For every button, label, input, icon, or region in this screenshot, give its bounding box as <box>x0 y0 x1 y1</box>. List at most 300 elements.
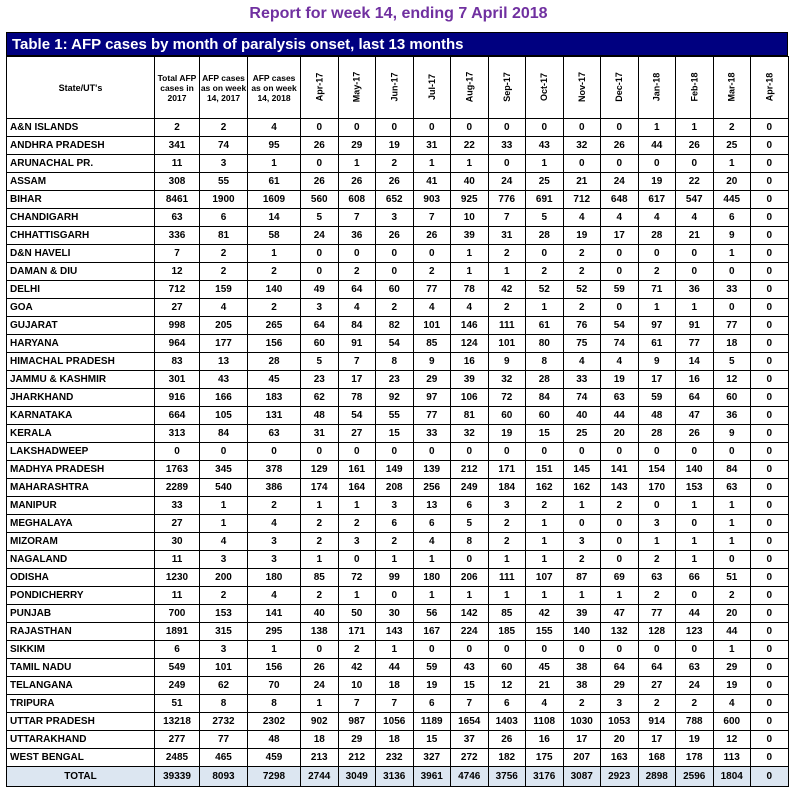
month-cell: 2 <box>713 587 751 605</box>
total-2017-cell: 1763 <box>155 461 200 479</box>
month-cell: 19 <box>601 371 639 389</box>
month-cell: 4 <box>338 299 376 317</box>
week-2018-cell: 131 <box>248 407 301 425</box>
month-cell: 36 <box>676 281 714 299</box>
month-cell: 776 <box>488 191 526 209</box>
table-row <box>7 299 789 317</box>
state-cell: ASSAM <box>7 173 155 191</box>
week-2017-cell: 3 <box>200 155 248 173</box>
month-cell: 207 <box>563 749 601 767</box>
month-cell: 44 <box>376 659 414 677</box>
month-cell: 26 <box>338 173 376 191</box>
week-2017-cell: 43 <box>200 371 248 389</box>
month-cell: 56 <box>413 605 451 623</box>
month-cell: 164 <box>338 479 376 497</box>
week-2018-cell: 2 <box>248 263 301 281</box>
state-cell: ANDHRA PRADESH <box>7 137 155 155</box>
month-cell: 64 <box>638 659 676 677</box>
week-2017-cell: 1900 <box>200 191 248 209</box>
week-2018-cell: 180 <box>248 569 301 587</box>
state-cell: KERALA <box>7 425 155 443</box>
month-cell: 106 <box>451 389 489 407</box>
state-cell: GUJARAT <box>7 317 155 335</box>
month-cell: 42 <box>338 659 376 677</box>
table-row <box>7 461 789 479</box>
month-cell: 0 <box>751 533 789 551</box>
month-cell: 30 <box>376 605 414 623</box>
month-cell: 3756 <box>488 767 526 787</box>
total-2017-cell: 0 <box>155 443 200 461</box>
month-cell: 4 <box>638 209 676 227</box>
month-cell: 0 <box>563 119 601 137</box>
month-cell: 76 <box>563 317 601 335</box>
month-cell: 2 <box>488 533 526 551</box>
month-cell: 6 <box>376 515 414 533</box>
month-cell: 0 <box>751 479 789 497</box>
month-cell: 0 <box>676 641 714 659</box>
week-2018-cell: 386 <box>248 479 301 497</box>
month-column-header <box>676 57 714 119</box>
month-cell: 0 <box>601 551 639 569</box>
week-2018-cell: 4 <box>248 119 301 137</box>
month-cell: 64 <box>676 389 714 407</box>
month-cell: 8 <box>451 533 489 551</box>
month-cell: 0 <box>526 641 564 659</box>
month-cell: 132 <box>601 623 639 641</box>
week-2017-cell: 74 <box>200 137 248 155</box>
month-cell: 72 <box>488 389 526 407</box>
week-2018-cell: 61 <box>248 173 301 191</box>
month-cell: 1 <box>376 551 414 569</box>
month-cell: 101 <box>413 317 451 335</box>
month-cell: 648 <box>601 191 639 209</box>
month-cell: 31 <box>301 425 339 443</box>
month-cell: 987 <box>338 713 376 731</box>
table-row <box>7 695 789 713</box>
week-2017-cell: 166 <box>200 389 248 407</box>
state-cell: CHANDIGARH <box>7 209 155 227</box>
month-cell: 6 <box>451 497 489 515</box>
month-column-header <box>601 57 639 119</box>
month-cell: 175 <box>526 749 564 767</box>
month-label: Dec-17 <box>614 72 625 102</box>
month-cell: 0 <box>751 353 789 371</box>
month-cell: 1 <box>526 533 564 551</box>
month-cell: 0 <box>751 191 789 209</box>
month-cell: 13 <box>413 497 451 515</box>
week-2017-cell: 2 <box>200 263 248 281</box>
week-2017-cell: 2 <box>200 245 248 263</box>
month-cell: 8 <box>526 353 564 371</box>
month-cell: 272 <box>451 749 489 767</box>
month-cell: 19 <box>638 173 676 191</box>
month-cell: 77 <box>713 317 751 335</box>
week-2017-cell: 105 <box>200 407 248 425</box>
total-2017-cell: 51 <box>155 695 200 713</box>
month-cell: 26 <box>413 227 451 245</box>
total-2017-cell: 712 <box>155 281 200 299</box>
month-cell: 7 <box>488 209 526 227</box>
month-cell: 1 <box>451 245 489 263</box>
month-cell: 0 <box>338 551 376 569</box>
month-cell: 77 <box>676 335 714 353</box>
month-cell: 42 <box>526 605 564 623</box>
month-cell: 31 <box>413 137 451 155</box>
month-cell: 84 <box>713 461 751 479</box>
month-cell: 6 <box>713 209 751 227</box>
state-cell: LAKSHADWEEP <box>7 443 155 461</box>
month-cell: 18 <box>376 677 414 695</box>
month-cell: 1 <box>376 641 414 659</box>
month-label: Apr-18 <box>764 72 775 102</box>
month-cell: 2 <box>638 587 676 605</box>
month-cell: 20 <box>713 173 751 191</box>
table-row <box>7 749 789 767</box>
week-2018-cell: 0 <box>248 443 301 461</box>
month-cell: 1403 <box>488 713 526 731</box>
table-row <box>7 479 789 497</box>
month-cell: 0 <box>713 299 751 317</box>
state-cell: UTTARAKHAND <box>7 731 155 749</box>
month-cell: 0 <box>751 137 789 155</box>
month-cell: 0 <box>413 641 451 659</box>
month-cell: 256 <box>413 479 451 497</box>
month-cell: 0 <box>526 245 564 263</box>
month-cell: 3176 <box>526 767 564 787</box>
table-row <box>7 407 789 425</box>
month-cell: 1108 <box>526 713 564 731</box>
month-cell: 19 <box>376 137 414 155</box>
month-cell: 1 <box>563 497 601 515</box>
month-cell: 2 <box>563 299 601 317</box>
week-2017-cell: 315 <box>200 623 248 641</box>
month-cell: 29 <box>338 137 376 155</box>
month-cell: 185 <box>488 623 526 641</box>
month-cell: 6 <box>413 515 451 533</box>
month-cell: 78 <box>451 281 489 299</box>
month-cell: 4 <box>713 695 751 713</box>
month-cell: 47 <box>601 605 639 623</box>
month-cell: 0 <box>413 119 451 137</box>
month-cell: 0 <box>751 767 789 787</box>
month-cell: 3 <box>376 209 414 227</box>
month-cell: 2 <box>563 551 601 569</box>
month-cell: 44 <box>601 407 639 425</box>
month-cell: 26 <box>376 227 414 245</box>
month-cell: 12 <box>713 371 751 389</box>
month-cell: 212 <box>451 461 489 479</box>
month-cell: 26 <box>301 137 339 155</box>
month-label: May-17 <box>351 71 362 103</box>
table-row <box>7 209 789 227</box>
week-2017-cell: 3 <box>200 641 248 659</box>
state-cell: ARUNACHAL PR. <box>7 155 155 173</box>
month-cell: 0 <box>376 119 414 137</box>
month-cell: 38 <box>563 677 601 695</box>
month-cell: 3 <box>488 497 526 515</box>
week-2018-cell: 48 <box>248 731 301 749</box>
month-cell: 40 <box>451 173 489 191</box>
month-cell: 1 <box>451 155 489 173</box>
month-cell: 1 <box>488 263 526 281</box>
month-column-header <box>413 57 451 119</box>
month-label: Jul-17 <box>426 73 437 101</box>
month-cell: 141 <box>601 461 639 479</box>
month-cell: 1053 <box>601 713 639 731</box>
month-cell: 18 <box>376 731 414 749</box>
month-cell: 1 <box>601 587 639 605</box>
state-cell: A&N ISLANDS <box>7 119 155 137</box>
table-row <box>7 515 789 533</box>
week-2018-cell: 63 <box>248 425 301 443</box>
month-cell: 33 <box>413 425 451 443</box>
month-cell: 1 <box>713 155 751 173</box>
month-cell: 2 <box>376 155 414 173</box>
month-cell: 25 <box>563 425 601 443</box>
month-cell: 0 <box>638 155 676 173</box>
month-cell: 78 <box>338 389 376 407</box>
month-cell: 0 <box>751 641 789 659</box>
state-cell: HIMACHAL PRADESH <box>7 353 155 371</box>
month-cell: 0 <box>451 443 489 461</box>
week-2017-cell: 2 <box>200 587 248 605</box>
month-cell: 39 <box>451 227 489 245</box>
month-cell: 87 <box>563 569 601 587</box>
month-cell: 1 <box>488 551 526 569</box>
month-cell: 0 <box>488 641 526 659</box>
month-cell: 32 <box>563 137 601 155</box>
month-cell: 0 <box>301 245 339 263</box>
month-cell: 20 <box>601 731 639 749</box>
month-cell: 1 <box>301 497 339 515</box>
month-cell: 44 <box>638 137 676 155</box>
total-2017-cell: 664 <box>155 407 200 425</box>
month-cell: 3 <box>301 299 339 317</box>
week-2018-cell: 2 <box>248 497 301 515</box>
month-cell: 19 <box>676 731 714 749</box>
month-column-header <box>301 57 339 119</box>
month-cell: 32 <box>488 371 526 389</box>
month-cell: 1 <box>713 497 751 515</box>
week-2017-cell: 1 <box>200 497 248 515</box>
month-cell: 63 <box>638 569 676 587</box>
state-cell: JHARKHAND <box>7 389 155 407</box>
month-cell: 0 <box>751 371 789 389</box>
month-cell: 21 <box>526 677 564 695</box>
month-column-header <box>376 57 414 119</box>
week-2017-cell: 153 <box>200 605 248 623</box>
month-cell: 1 <box>413 587 451 605</box>
month-cell: 162 <box>563 479 601 497</box>
total-2017-cell: 1230 <box>155 569 200 587</box>
month-cell: 3049 <box>338 767 376 787</box>
week-2018-cell: 70 <box>248 677 301 695</box>
month-cell: 18 <box>713 335 751 353</box>
month-cell: 26 <box>376 173 414 191</box>
table-row <box>7 191 789 209</box>
state-cell: D&N HAVELI <box>7 245 155 263</box>
month-cell: 44 <box>676 605 714 623</box>
month-cell: 75 <box>563 335 601 353</box>
week-2018-cell: 14 <box>248 209 301 227</box>
month-cell: 170 <box>638 479 676 497</box>
month-cell: 29 <box>601 677 639 695</box>
month-cell: 38 <box>563 659 601 677</box>
month-cell: 26 <box>488 731 526 749</box>
month-cell: 0 <box>488 119 526 137</box>
month-cell: 77 <box>413 281 451 299</box>
month-cell: 55 <box>376 407 414 425</box>
total-2017-cell: 11 <box>155 551 200 569</box>
month-cell: 161 <box>338 461 376 479</box>
month-cell: 80 <box>526 335 564 353</box>
month-cell: 9 <box>413 353 451 371</box>
total-2017-cell: 341 <box>155 137 200 155</box>
table-row <box>7 443 789 461</box>
month-cell: 2596 <box>676 767 714 787</box>
month-cell: 2898 <box>638 767 676 787</box>
month-cell: 52 <box>526 281 564 299</box>
table-row <box>7 389 789 407</box>
month-cell: 0 <box>751 605 789 623</box>
month-cell: 0 <box>751 173 789 191</box>
month-cell: 0 <box>751 407 789 425</box>
state-cell: UTTAR PRADESH <box>7 713 155 731</box>
month-cell: 1 <box>301 551 339 569</box>
month-cell: 224 <box>451 623 489 641</box>
month-cell: 2 <box>301 533 339 551</box>
month-cell: 64 <box>601 659 639 677</box>
table-row <box>7 281 789 299</box>
month-cell: 43 <box>451 659 489 677</box>
state-cell: KARNATAKA <box>7 407 155 425</box>
month-cell: 0 <box>751 587 789 605</box>
week-2017-cell: 77 <box>200 731 248 749</box>
month-cell: 43 <box>526 137 564 155</box>
month-cell: 28 <box>526 371 564 389</box>
month-cell: 0 <box>451 641 489 659</box>
month-cell: 19 <box>413 677 451 695</box>
month-cell: 206 <box>451 569 489 587</box>
week-2017-cell: 8093 <box>200 767 248 787</box>
month-cell: 15 <box>413 731 451 749</box>
table-row <box>7 173 789 191</box>
week-2018-cell: 265 <box>248 317 301 335</box>
month-cell: 1 <box>413 551 451 569</box>
month-cell: 327 <box>413 749 451 767</box>
month-cell: 74 <box>601 335 639 353</box>
month-cell: 3 <box>376 497 414 515</box>
month-cell: 59 <box>413 659 451 677</box>
month-cell: 0 <box>751 299 789 317</box>
month-cell: 27 <box>638 677 676 695</box>
total-2017-column-header: Total AFP cases in 2017 <box>155 57 200 119</box>
state-cell: MIZORAM <box>7 533 155 551</box>
month-cell: 42 <box>488 281 526 299</box>
week-2018-cell: 45 <box>248 371 301 389</box>
state-cell: ODISHA <box>7 569 155 587</box>
month-cell: 128 <box>638 623 676 641</box>
month-cell: 2 <box>376 299 414 317</box>
table-body <box>7 119 789 787</box>
month-cell: 33 <box>488 137 526 155</box>
month-cell: 1056 <box>376 713 414 731</box>
month-cell: 92 <box>376 389 414 407</box>
month-cell: 0 <box>301 641 339 659</box>
month-cell: 0 <box>751 551 789 569</box>
month-cell: 1 <box>338 497 376 515</box>
month-cell: 2 <box>526 263 564 281</box>
total-2017-cell: 249 <box>155 677 200 695</box>
month-cell: 0 <box>338 443 376 461</box>
month-cell: 24 <box>301 227 339 245</box>
month-cell: 0 <box>301 155 339 173</box>
month-cell: 60 <box>488 659 526 677</box>
month-cell: 41 <box>413 173 451 191</box>
month-cell: 33 <box>713 281 751 299</box>
month-cell: 40 <box>301 605 339 623</box>
month-cell: 0 <box>526 443 564 461</box>
month-cell: 0 <box>751 119 789 137</box>
month-cell: 1 <box>713 641 751 659</box>
month-cell: 63 <box>601 389 639 407</box>
state-cell: NAGALAND <box>7 551 155 569</box>
month-cell: 0 <box>751 695 789 713</box>
week-2018-cell: 295 <box>248 623 301 641</box>
month-cell: 0 <box>676 515 714 533</box>
month-cell: 171 <box>488 461 526 479</box>
month-cell: 28 <box>638 425 676 443</box>
month-cell: 60 <box>488 407 526 425</box>
month-cell: 3136 <box>376 767 414 787</box>
month-cell: 163 <box>601 749 639 767</box>
month-cell: 3961 <box>413 767 451 787</box>
month-cell: 17 <box>601 227 639 245</box>
month-cell: 0 <box>526 119 564 137</box>
month-cell: 6 <box>488 695 526 713</box>
month-cell: 0 <box>751 515 789 533</box>
month-cell: 155 <box>526 623 564 641</box>
month-cell: 44 <box>713 623 751 641</box>
week-2018-cell: 4 <box>248 515 301 533</box>
month-cell: 4 <box>451 299 489 317</box>
table-row <box>7 119 789 137</box>
week-2017-cell: 6 <box>200 209 248 227</box>
month-cell: 74 <box>563 389 601 407</box>
month-cell: 12 <box>488 677 526 695</box>
month-cell: 111 <box>488 317 526 335</box>
month-cell: 2 <box>488 299 526 317</box>
month-cell: 26 <box>301 659 339 677</box>
month-cell: 12 <box>713 731 751 749</box>
month-cell: 1 <box>338 587 376 605</box>
month-cell: 0 <box>751 677 789 695</box>
month-cell: 146 <box>451 317 489 335</box>
month-cell: 0 <box>751 461 789 479</box>
month-cell: 0 <box>601 641 639 659</box>
week-2018-cell: 1 <box>248 245 301 263</box>
month-cell: 167 <box>413 623 451 641</box>
state-cell: TOTAL <box>7 767 155 787</box>
state-cell: TELANGANA <box>7 677 155 695</box>
month-cell: 4746 <box>451 767 489 787</box>
month-cell: 0 <box>751 227 789 245</box>
month-cell: 180 <box>413 569 451 587</box>
month-cell: 28 <box>638 227 676 245</box>
month-cell: 149 <box>376 461 414 479</box>
month-cell: 2 <box>338 515 376 533</box>
report-title: Report for week 14, ending 7 April 2018 <box>249 5 548 22</box>
